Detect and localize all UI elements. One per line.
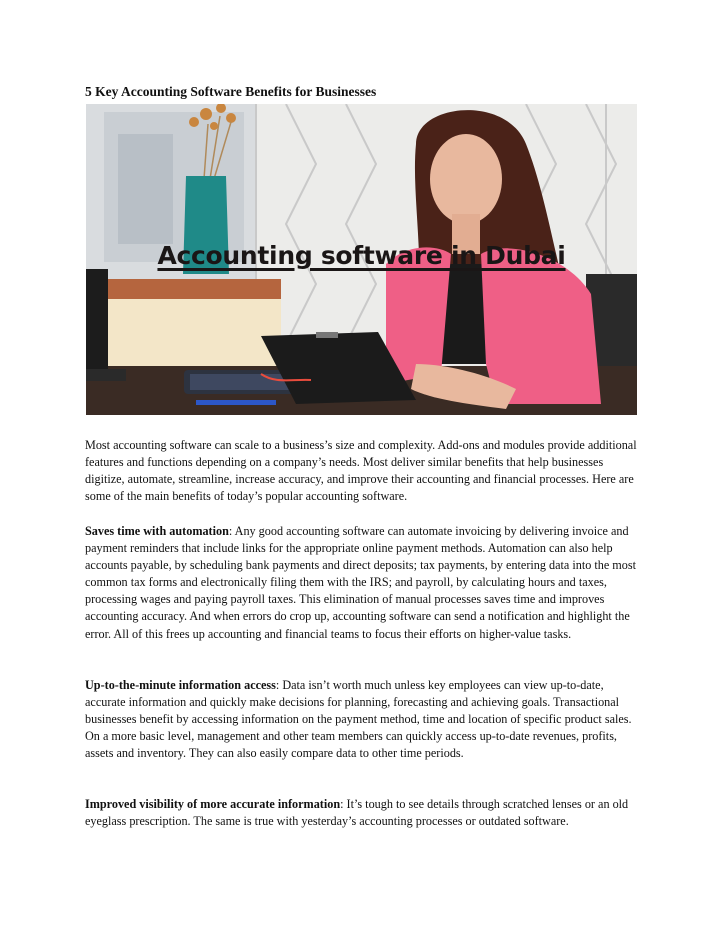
paragraph-lead: Saves time with automation [85, 524, 229, 538]
paragraph-text: : Data isn’t worth much unless key employees can view up-to-date, accurate information and quickly make decisions for planning, forecasting and achieving goals. Transactional businesses benefit by accessing information on the payment method, time and location of specific product sales. On a more basic level, management and other team members can quickly access up-to-date revenues, profits, assets and inventory. They can also easily compare data to other time periods. [85, 678, 632, 761]
paragraph-lead: Up-to-the-minute information access [85, 678, 276, 692]
page-title: 5 Key Accounting Software Benefits for Businesses [85, 84, 377, 99]
paragraph-visibility [85, 796, 645, 830]
paragraph-text: : It’s tough to see details through scratched lenses or an old eyeglass prescription. The same is true with yesterday’s accounting processes or outdated software. [85, 797, 629, 829]
image-caption: Accounting software in Dubai [157, 241, 566, 270]
paragraph-intro [85, 437, 645, 505]
hero-image [86, 104, 637, 415]
paragraph-lead: Improved visibility of more accurate information [85, 797, 341, 811]
paragraph-information-access [85, 677, 645, 762]
paragraph-text: : Any good accounting software can automate invoicing by delivering invoice and payment reminders that include links for the appropriate online payment methods. Automation can also help accounts payable, by scheduling bank payments and direct deposits; tax payments, by entering data into the most common tax forms and electronically filing them with the IRS; and payroll, by calculating hours and taxes, processing wages and paying payroll taxes. This elimination of manual processes saves time and improves accounting accuracy. And when errors do crop up, accounting software can send a notification and highlight the error. All of this frees up accounting and financial teams to focus their efforts on higher-value tasks. [85, 524, 637, 641]
paragraph-text: Most accounting software can scale to a business’s size and complexity. Add-ons and modules provide additional features and functions depending on a company’s needs. Most deliver similar benefits that help businesses digitize, automate, streamline, increase accuracy, and improve their accounting and financial processes. Here are some of the main benefits of today’s popular accounting software. [85, 438, 637, 504]
paragraph-automation [85, 523, 645, 643]
